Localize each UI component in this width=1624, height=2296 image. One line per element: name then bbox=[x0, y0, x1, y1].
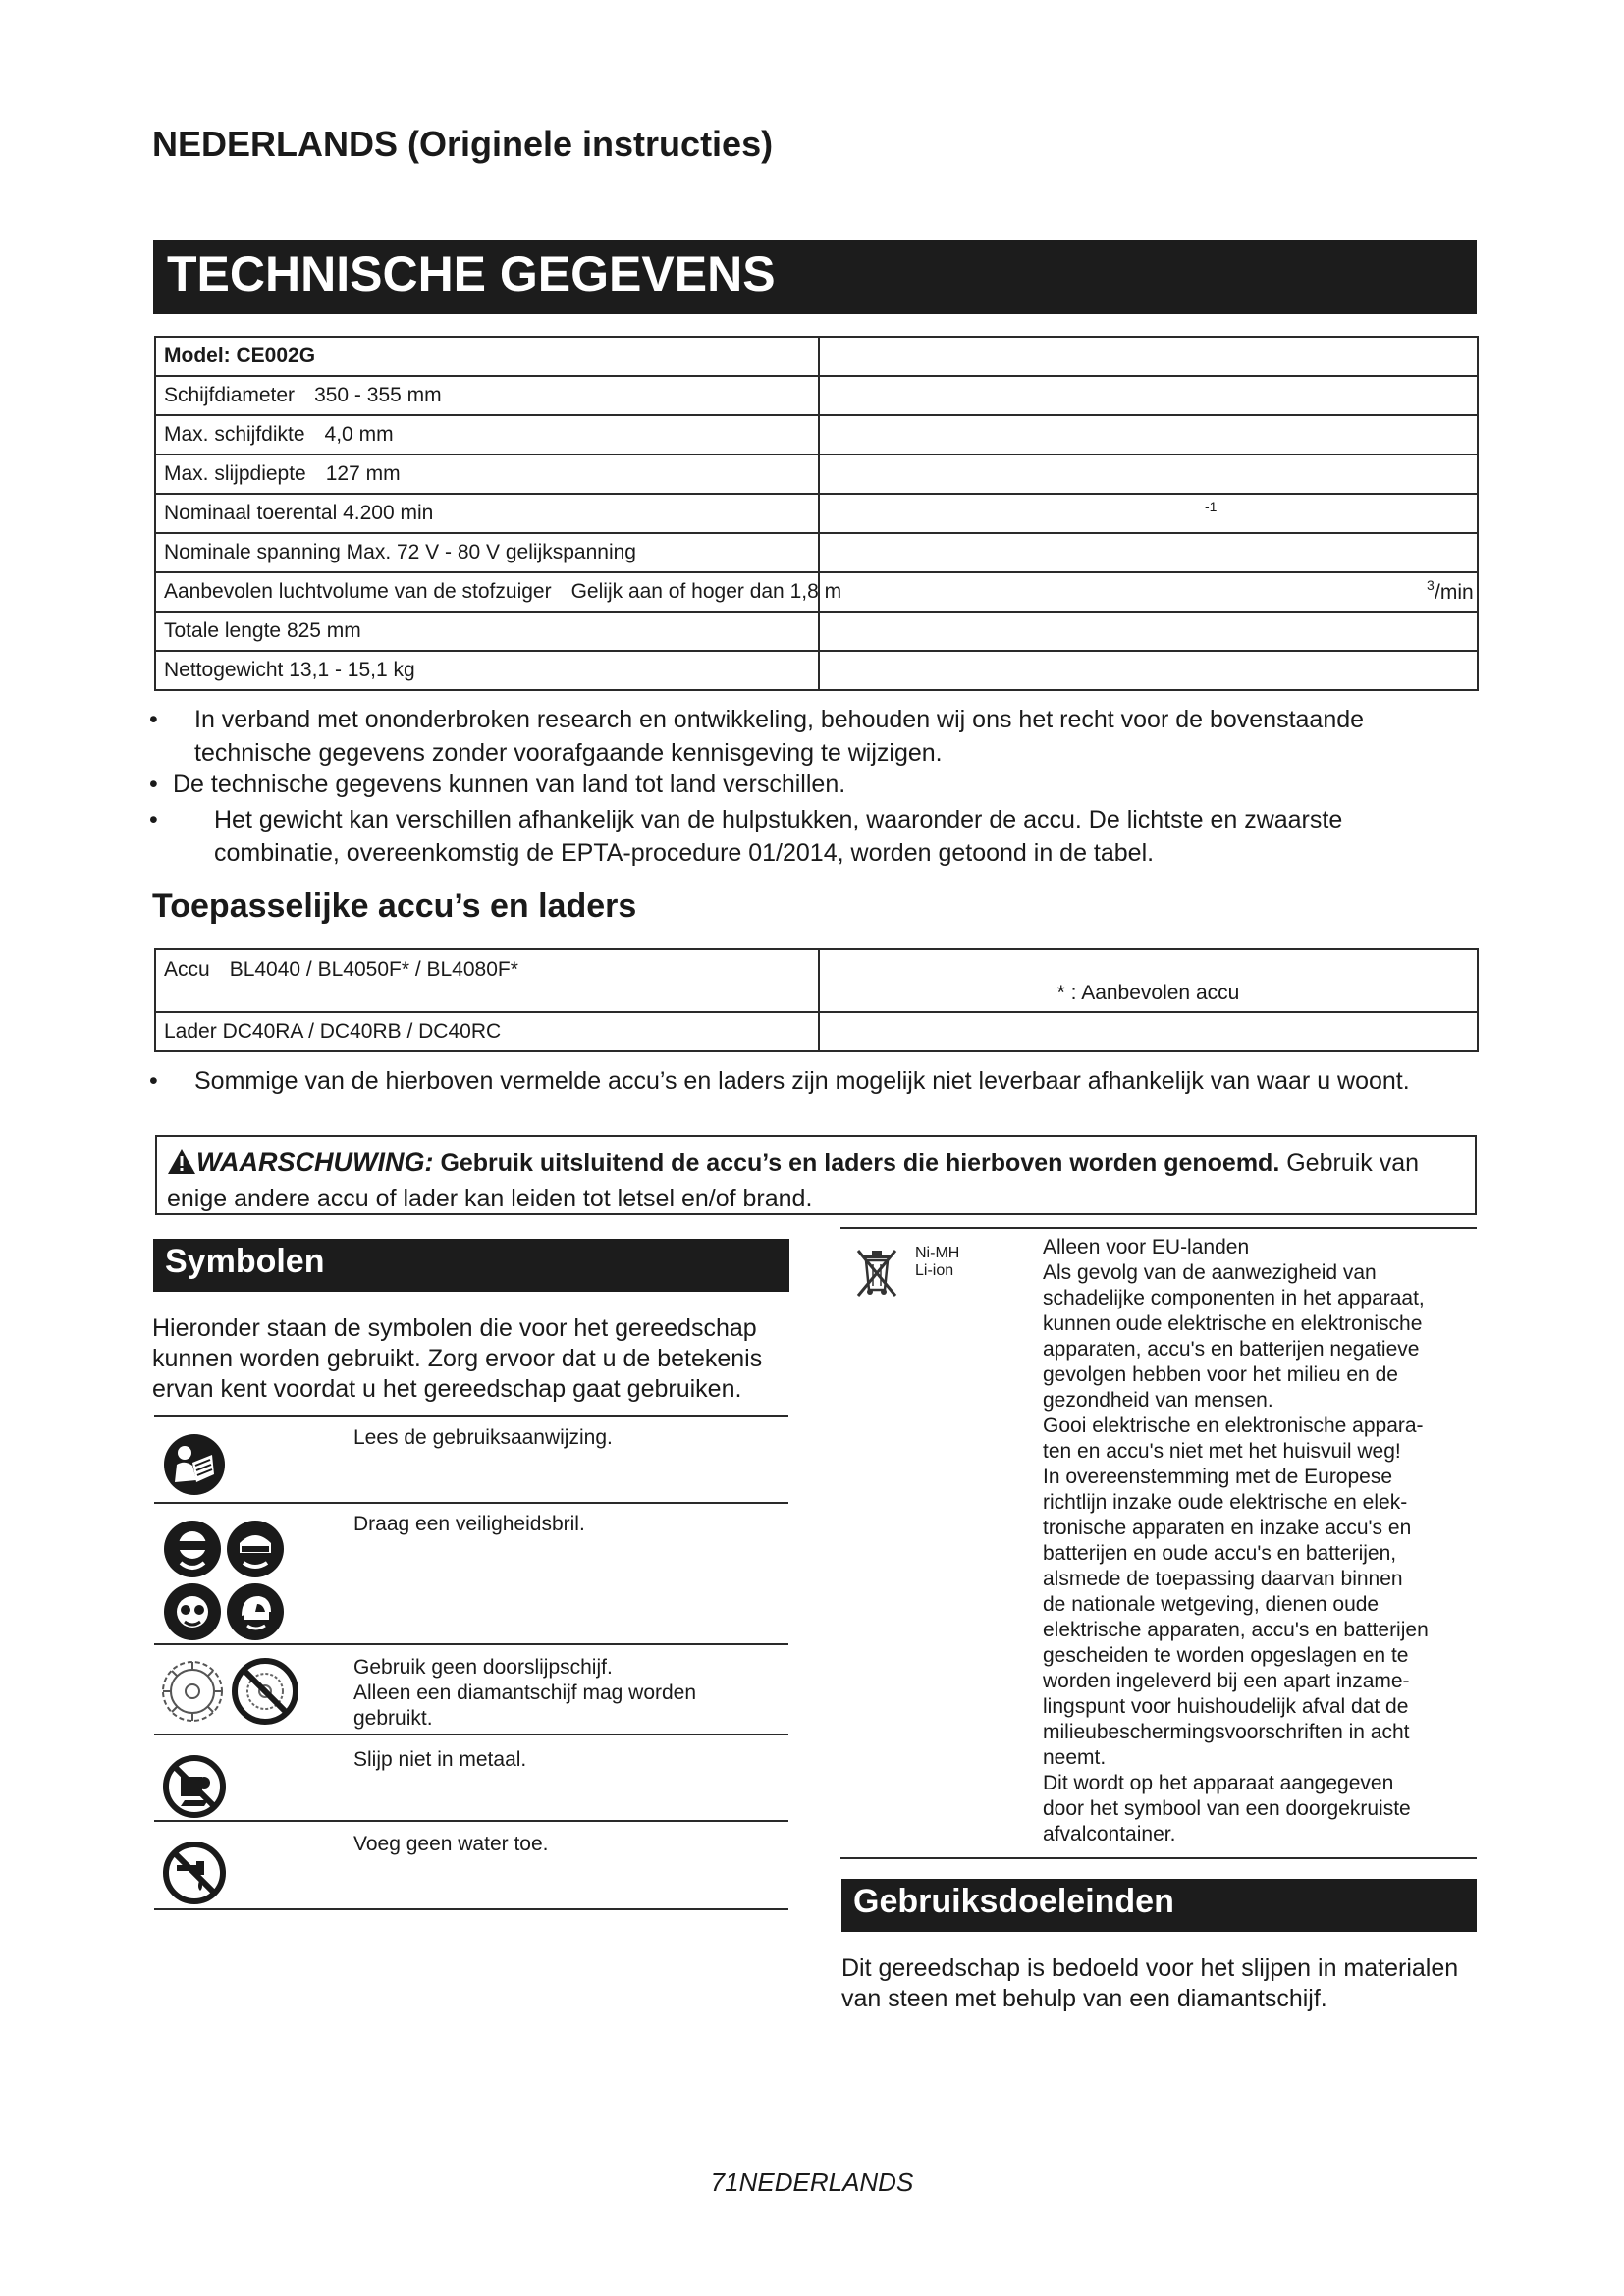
spec-label: Max. schijfdikte bbox=[164, 423, 305, 446]
accu-recommendation-note: * : Aanbevolen accu bbox=[1056, 982, 1240, 1004]
symbol-description bbox=[353, 1747, 526, 1773]
spec-label: Schijfdiameter bbox=[164, 384, 296, 406]
spec-value: 13,1 - 15,1 kg bbox=[289, 659, 415, 681]
spec-label: Aanbevolen luchtvolume van de stofzuiger bbox=[164, 580, 552, 603]
eu-text-line: elektrische apparaten, accu's en batterijen bbox=[1043, 1619, 1429, 1641]
eu-text-line: Dit wordt op het apparaat aangegeven bbox=[1043, 1772, 1394, 1794]
spec-label: Totale lengte bbox=[164, 619, 282, 642]
crossed-bin-icon bbox=[850, 1245, 903, 1305]
divider bbox=[154, 1502, 788, 1504]
no-cutting-wheel-icon bbox=[157, 1655, 302, 1733]
table-row bbox=[155, 533, 1478, 572]
spec-unit: /min bbox=[1435, 581, 1474, 604]
spec-note-text: De technische gegevens kunnen van land tot land verschillen. bbox=[173, 771, 846, 798]
eu-text-line: gezondheid van mensen. bbox=[1043, 1389, 1273, 1412]
symbol-text-line: Gebruik geen doorslijpschijf. bbox=[353, 1656, 613, 1679]
safety-glasses-icon bbox=[163, 1520, 285, 1646]
spec-note-text: Het gewicht kan verschillen afhankelijk van de hulpstukken, waaronder de accu. De lichtste en zwaarste combinatie, overeenkomstig de EPTA-procedure 01/2014, worden getoond in de tabel. bbox=[214, 806, 1343, 867]
table-row bbox=[155, 376, 1478, 415]
spec-superscript: 3 bbox=[1427, 577, 1435, 593]
footer-language: NEDERLANDS bbox=[738, 2167, 914, 2197]
eu-text-line: milieubeschermingsvoorschriften in acht bbox=[1043, 1721, 1410, 1743]
table-row bbox=[155, 1012, 1478, 1051]
symbol-text-line: gebruikt. bbox=[353, 1707, 433, 1730]
eu-text-line: ten en accu's niet met het huisvuil weg! bbox=[1043, 1440, 1401, 1463]
eu-text-line: In overeenstemming met de Europese bbox=[1043, 1466, 1393, 1488]
symbols-banner: Symbolen bbox=[153, 1239, 789, 1292]
symbol-text-line: Slijp niet in metaal. bbox=[353, 1748, 527, 1771]
model-label: Model: bbox=[164, 345, 231, 367]
symbols-intro: Hieronder staan de symbolen die voor het gereedschap kunnen worden gebruikt. Zorg ervoor dat u de betekenis ervan kent voordat u het gereedschap gaat gebruiken. bbox=[152, 1314, 763, 1403]
battery-type: Ni-MH bbox=[915, 1245, 960, 1261]
specifications-table bbox=[154, 336, 1479, 691]
eu-text-line: richtlijn inzake oude elektrische en elek- bbox=[1043, 1491, 1408, 1514]
eu-text-line: de nationale wetgeving, dienen oude bbox=[1043, 1593, 1380, 1616]
eu-text-line: neemt. bbox=[1043, 1746, 1107, 1769]
symbol-description bbox=[353, 1512, 585, 1537]
spec-note bbox=[149, 703, 1475, 770]
specifications-banner: TECHNISCHE GEGEVENS bbox=[153, 240, 1477, 314]
eu-disposal-text bbox=[1043, 1235, 1475, 1847]
eu-text-line: Gooi elektrische en elektronische appara- bbox=[1043, 1415, 1424, 1437]
spec-value: 825 mm bbox=[286, 619, 361, 642]
divider bbox=[154, 1734, 788, 1735]
eu-text-line: schadelijke componenten in het apparaat, bbox=[1043, 1287, 1425, 1309]
warning-box bbox=[155, 1135, 1477, 1215]
divider bbox=[840, 1227, 1477, 1229]
spec-value: 350 - 355 mm bbox=[314, 384, 442, 406]
table-row bbox=[155, 494, 1478, 533]
spec-value: Max. 72 V - 80 V gelijkspanning bbox=[346, 541, 636, 563]
symbol-description bbox=[353, 1832, 549, 1857]
symbol-text-line: Lees de gebruiksaanwijzing. bbox=[353, 1426, 613, 1449]
page-language-title: NEDERLANDS (Originele instructies) bbox=[152, 124, 774, 164]
symbol-text-line: Alleen een diamantschijf mag worden bbox=[353, 1682, 697, 1704]
eu-text-line: worden ingeleverd bij een apart inzame- bbox=[1043, 1670, 1410, 1692]
symbol-text-line: Draag een veiligheidsbril. bbox=[353, 1513, 585, 1535]
spec-label: Nominaal toerental bbox=[164, 502, 338, 524]
accu-value: BL4040 / BL4050F* / BL4080F* bbox=[229, 958, 518, 981]
eu-text-line: gescheiden te worden opgeslagen en te bbox=[1043, 1644, 1409, 1667]
page-number: 71 bbox=[710, 2167, 739, 2197]
bullet-icon: • bbox=[149, 706, 158, 733]
accu-note-text: Sommige van de hierboven vermelde accu’s en laders zijn mogelijk niet leverbaar afhankelijk van waar u woont. bbox=[194, 1067, 1410, 1095]
divider bbox=[840, 1857, 1477, 1859]
eu-text-line: afvalcontainer. bbox=[1043, 1823, 1176, 1845]
eu-text-line: batterijen en oude accu's en batterijen, bbox=[1043, 1542, 1397, 1565]
table-row bbox=[155, 949, 1478, 1012]
eu-text-line: lingspunt voor huishoudelijk afval dat de bbox=[1043, 1695, 1409, 1718]
intended-use-banner: Gebruiksdoeleinden bbox=[841, 1879, 1477, 1932]
charger-value: DC40RA / DC40RB / DC40RC bbox=[222, 1020, 502, 1042]
accu-heading: Toepasselijke accu’s en laders bbox=[152, 887, 637, 925]
warning-label: WAARSCHUWING: bbox=[196, 1148, 434, 1177]
eu-text-line: door het symbool van een doorgekruiste bbox=[1043, 1797, 1411, 1820]
spec-value: Gelijk aan of hoger dan 1,8 m bbox=[570, 580, 842, 603]
table-row bbox=[155, 337, 1478, 376]
battery-type: Li-ion bbox=[915, 1262, 954, 1279]
eu-text-line: apparaten, accu's en batterijen negatieve bbox=[1043, 1338, 1420, 1361]
spec-value: 4,0 mm bbox=[324, 423, 394, 446]
warning-bold-text: Gebruik uitsluitend de accu’s en laders die hierboven worden genoemd. bbox=[440, 1149, 1280, 1177]
warning-triangle-icon bbox=[167, 1148, 196, 1183]
eu-text-line: gevolgen hebben voor het milieu en de bbox=[1043, 1363, 1398, 1386]
table-row bbox=[155, 415, 1478, 454]
eu-text-line: Alleen voor EU-landen bbox=[1043, 1236, 1250, 1258]
table-row bbox=[155, 612, 1478, 651]
divider bbox=[154, 1820, 788, 1822]
spec-note bbox=[149, 803, 1475, 870]
charger-label: Lader bbox=[164, 1020, 217, 1042]
spec-superscript: -1 bbox=[1205, 499, 1218, 514]
accu-label: Accu bbox=[164, 958, 210, 981]
spec-note bbox=[149, 768, 1475, 801]
warning-text: Gebruik van enige andere accu of lader kan leiden tot letsel en/of brand. bbox=[167, 1149, 1420, 1212]
symbol-text-line: Voeg geen water toe. bbox=[353, 1833, 549, 1855]
table-row bbox=[155, 651, 1478, 690]
table-row bbox=[155, 454, 1478, 494]
divider bbox=[154, 1908, 788, 1910]
spec-label: Nettogewicht bbox=[164, 659, 284, 681]
eu-text-line: tronische apparaten en inzake accu's en bbox=[1043, 1517, 1412, 1539]
model-value: CE002G bbox=[236, 345, 316, 367]
read-manual-icon bbox=[163, 1433, 226, 1501]
spec-label: Nominale spanning bbox=[164, 541, 341, 563]
spec-note-text: In verband met ononderbroken research en ontwikkeling, behouden wij ons het recht voor de bovenstaande technische gegevens zonder voorafgaande kennisgeving te wijzigen. bbox=[194, 706, 1365, 767]
bullet-icon: • bbox=[149, 771, 158, 798]
battery-types bbox=[915, 1245, 959, 1280]
page-footer bbox=[0, 2167, 1624, 2198]
eu-text-line: alsmede de toepassing daarvan binnen bbox=[1043, 1568, 1403, 1590]
spec-value: 127 mm bbox=[325, 462, 401, 485]
divider bbox=[154, 1643, 788, 1645]
table-row bbox=[155, 572, 1478, 612]
no-water-icon bbox=[163, 1842, 226, 1909]
symbol-description bbox=[353, 1655, 696, 1732]
model-cell bbox=[155, 337, 819, 376]
accu-table bbox=[154, 948, 1479, 1052]
bullet-icon: • bbox=[149, 1067, 158, 1095]
accu-note bbox=[149, 1064, 1475, 1097]
divider bbox=[154, 1415, 788, 1417]
spec-value: 4.200 min bbox=[343, 502, 434, 524]
intended-use-text: Dit gereedschap is bedoeld voor het slijpen in materialen van steen met behulp van een diamantschijf. bbox=[841, 1954, 1459, 2012]
bullet-icon: • bbox=[149, 806, 158, 833]
no-metal-icon bbox=[163, 1755, 226, 1823]
eu-text-line: Als gevolg van de aanwezigheid van bbox=[1043, 1261, 1377, 1284]
eu-text-line: kunnen oude elektrische en elektronische bbox=[1043, 1312, 1423, 1335]
spec-label: Max. slijpdiepte bbox=[164, 462, 306, 485]
symbol-description bbox=[353, 1425, 613, 1451]
